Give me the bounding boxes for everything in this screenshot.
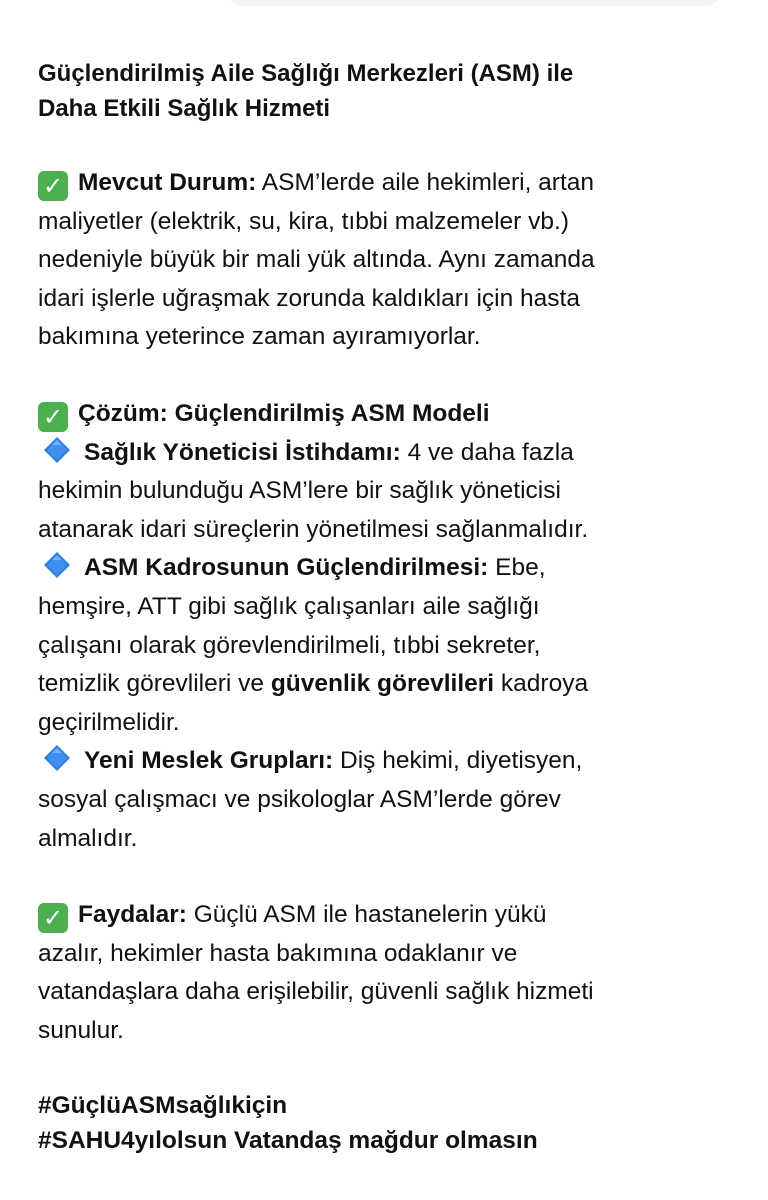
title-line-2: Daha Etkili Sağlık Hizmeti: [38, 95, 331, 122]
check-mark-button-icon: ✓: [38, 402, 68, 432]
current-state-label: Mevcut Durum:: [78, 169, 257, 196]
hashtags: [38, 1088, 738, 1158]
blue-diamond-icon: [42, 550, 72, 580]
post-title: [38, 56, 738, 126]
solution-item-label: Sağlık Yöneticisi İstihdamı:: [84, 438, 401, 466]
security-staff-emphasis: güvenlik görevlileri: [270, 670, 495, 698]
solution-item-label: Yeni Meslek Grupları:: [84, 747, 334, 775]
current-state-section: ✓ Mevcut Durum: ASM’lerde aile hekimleri, artan maliyetler (elektrik, su, kira, tıbbi malzemeler vb.) nedeniyle büyük bir mali yük altında. Aynı zamanda idari işlerle uğraşmak zorunda kaldıkları için hasta bakımına yeterince zaman ayıramıyorlar.: [38, 169, 595, 351]
benefits-section: ✓ Faydalar: Güçlü ASM ile hastanelerin yükü azalır, hekimler hasta bakımına odaklanır ve vatandaşlara daha erişilebilir, güvenli sağlık hizmeti sunulur.: [38, 901, 594, 1044]
solution-item-label: ASM Kadrosunun Güçlendirilmesi:: [84, 554, 489, 582]
post-body: [38, 56, 738, 1158]
benefits-label: Faydalar:: [78, 901, 187, 929]
title-line-1: Güçlendirilmiş Aile Sağlığı Merkezleri (ASM) ile: [38, 60, 574, 87]
hashtag-link[interactable]: #SAHU4yılolsun Vatandaş mağdur olmasın: [38, 1127, 538, 1155]
top-search-pill[interactable]: [228, 0, 722, 6]
solution-section: ✓ Çözüm: Güçlendirilmiş ASM Modeli Sağlık Yöneticisi İstihdamı: 4 ve daha fazla hekimin bulunduğu ASM’lere bir sağlık yöneticisi atanarak idari süreçlerin yönetilmesi sağlanmalıdır. ASM Kadrosunun Güçlendirilmesi: Ebe, hemşire, ATT gibi sağlık çalışanları aile sağlığı çalışanı olarak görevlendirilmeli, tıbbi sekreter, temizlik görevlileri ve güvenlik görevlileri kadroya geçirilmelidir. Yeni Meslek Grupları: Diş hekimi, diyetisyen, sosyal çalışmacı ve psikologlar ASM’lerde görev almalıdır.: [38, 399, 589, 852]
blue-diamond-icon: [42, 435, 72, 465]
check-mark-button-icon: ✓: [38, 903, 68, 933]
solution-heading: Çözüm: Güçlendirilmiş ASM Modeli: [78, 399, 490, 427]
blue-diamond-icon: [42, 743, 72, 773]
hashtag-link[interactable]: #GüçlüASMsağlıkiçin: [38, 1092, 288, 1120]
check-mark-button-icon: ✓: [38, 171, 68, 201]
